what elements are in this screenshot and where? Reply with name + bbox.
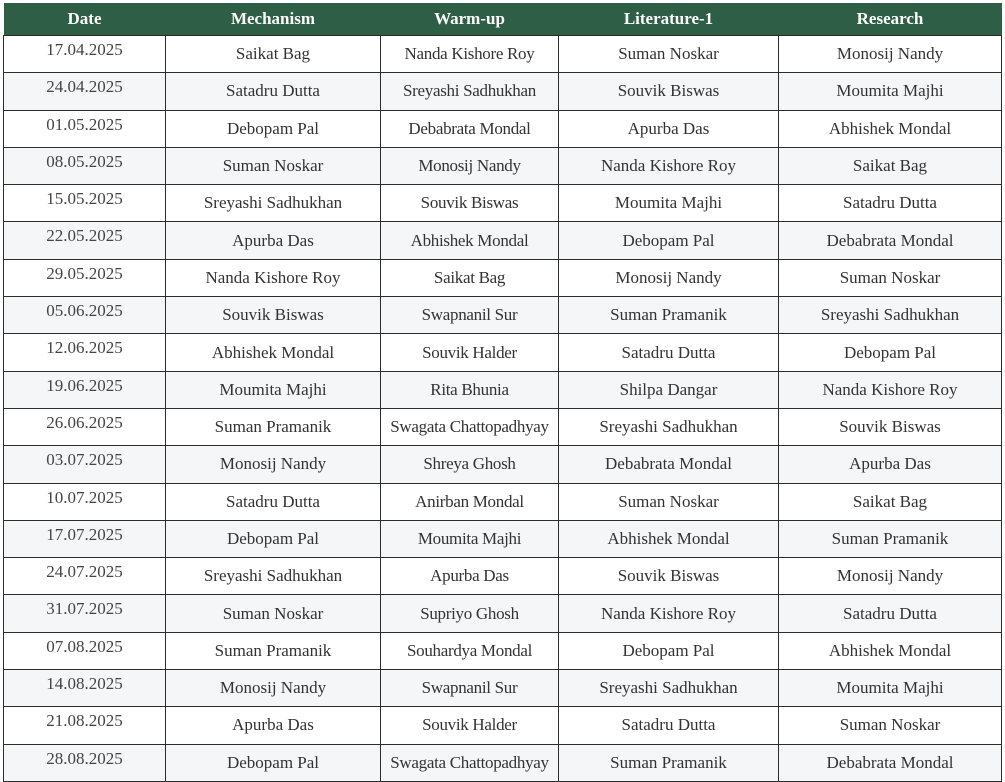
literature-1-cell: Suman Pramanik	[559, 744, 779, 781]
date-cell: 05.06.2025	[4, 297, 166, 334]
research-cell: Monosij Nandy	[779, 36, 1002, 73]
table-row	[4, 483, 1002, 520]
mechanism-cell: Monosij Nandy	[166, 446, 381, 483]
literature-1-cell: Nanda Kishore Roy	[559, 147, 779, 184]
mechanism-cell: Satadru Dutta	[166, 73, 381, 110]
table-row	[4, 632, 1002, 669]
literature-1-cell: Monosij Nandy	[559, 259, 779, 296]
mechanism-cell: Suman Pramanik	[166, 408, 381, 445]
mechanism-cell: Monosij Nandy	[166, 670, 381, 707]
table-row	[4, 371, 1002, 408]
research-cell: Debabrata Mondal	[779, 222, 1002, 259]
research-cell: Moumita Majhi	[779, 73, 1002, 110]
date-cell: 22.05.2025	[4, 222, 166, 259]
warm-up-cell: Souvik Halder	[381, 707, 559, 744]
literature-1-cell: Nanda Kishore Roy	[559, 595, 779, 632]
table-row	[4, 744, 1002, 781]
literature-1-cell: Satadru Dutta	[559, 707, 779, 744]
research-cell: Suman Noskar	[779, 707, 1002, 744]
warm-up-cell: Souhardya Mondal	[381, 632, 559, 669]
research-cell: Suman Pramanik	[779, 520, 1002, 557]
date-cell: 24.04.2025	[4, 73, 166, 110]
mechanism-cell: Nanda Kishore Roy	[166, 259, 381, 296]
literature-1-cell: Sreyashi Sadhukhan	[559, 670, 779, 707]
date-cell: 17.07.2025	[4, 520, 166, 557]
table-row	[4, 558, 1002, 595]
research-cell: Nanda Kishore Roy	[779, 371, 1002, 408]
date-cell: 24.07.2025	[4, 558, 166, 595]
table-row	[4, 707, 1002, 744]
research-cell: Debabrata Mondal	[779, 744, 1002, 781]
literature-1-cell: Sreyashi Sadhukhan	[559, 408, 779, 445]
literature-1-cell: Debopam Pal	[559, 632, 779, 669]
literature-1-cell: Satadru Dutta	[559, 334, 779, 371]
date-cell: 08.05.2025	[4, 147, 166, 184]
warm-up-cell: Sreyashi Sadhukhan	[381, 73, 559, 110]
warm-up-cell: Swapnanil Sur	[381, 297, 559, 334]
literature-1-cell: Suman Noskar	[559, 483, 779, 520]
warm-up-cell: Rita Bhunia	[381, 371, 559, 408]
date-cell: 03.07.2025	[4, 446, 166, 483]
date-cell: 29.05.2025	[4, 259, 166, 296]
research-cell: Saikat Bag	[779, 483, 1002, 520]
table-row	[4, 147, 1002, 184]
research-cell: Abhishek Mondal	[779, 632, 1002, 669]
date-cell: 12.06.2025	[4, 334, 166, 371]
mechanism-cell: Satadru Dutta	[166, 483, 381, 520]
mechanism-cell: Abhishek Mondal	[166, 334, 381, 371]
literature-1-cell: Debabrata Mondal	[559, 446, 779, 483]
header-warm-up: Warm-up	[381, 3, 559, 36]
header-date: Date	[4, 3, 166, 36]
date-cell: 31.07.2025	[4, 595, 166, 632]
header-research: Research	[779, 3, 1002, 36]
research-cell: Sreyashi Sadhukhan	[779, 297, 1002, 334]
schedule-table	[3, 3, 1002, 782]
table-row	[4, 36, 1002, 73]
literature-1-cell: Souvik Biswas	[559, 558, 779, 595]
schedule-table-container	[3, 3, 1001, 782]
table-row	[4, 446, 1002, 483]
warm-up-cell: Swagata Chattopadhyay	[381, 408, 559, 445]
research-cell: Satadru Dutta	[779, 595, 1002, 632]
research-cell: Suman Noskar	[779, 259, 1002, 296]
mechanism-cell: Debopam Pal	[166, 520, 381, 557]
table-row	[4, 297, 1002, 334]
research-cell: Apurba Das	[779, 446, 1002, 483]
header-mechanism: Mechanism	[166, 3, 381, 36]
literature-1-cell: Suman Noskar	[559, 36, 779, 73]
warm-up-cell: Nanda Kishore Roy	[381, 36, 559, 73]
table-body	[4, 36, 1002, 782]
date-cell: 15.05.2025	[4, 185, 166, 222]
table-row	[4, 334, 1002, 371]
literature-1-cell: Souvik Biswas	[559, 73, 779, 110]
literature-1-cell: Abhishek Mondal	[559, 520, 779, 557]
date-cell: 01.05.2025	[4, 110, 166, 147]
table-row	[4, 222, 1002, 259]
mechanism-cell: Apurba Das	[166, 222, 381, 259]
header-literature-1: Literature-1	[559, 3, 779, 36]
warm-up-cell: Moumita Majhi	[381, 520, 559, 557]
warm-up-cell: Swapnanil Sur	[381, 670, 559, 707]
table-row	[4, 408, 1002, 445]
warm-up-cell: Abhishek Mondal	[381, 222, 559, 259]
table-row	[4, 259, 1002, 296]
warm-up-cell: Saikat Bag	[381, 259, 559, 296]
research-cell: Saikat Bag	[779, 147, 1002, 184]
mechanism-cell: Sreyashi Sadhukhan	[166, 558, 381, 595]
mechanism-cell: Suman Pramanik	[166, 632, 381, 669]
date-cell: 07.08.2025	[4, 632, 166, 669]
mechanism-cell: Debopam Pal	[166, 744, 381, 781]
literature-1-cell: Shilpa Dangar	[559, 371, 779, 408]
mechanism-cell: Sreyashi Sadhukhan	[166, 185, 381, 222]
date-cell: 28.08.2025	[4, 744, 166, 781]
research-cell: Monosij Nandy	[779, 558, 1002, 595]
warm-up-cell: Supriyo Ghosh	[381, 595, 559, 632]
mechanism-cell: Debopam Pal	[166, 110, 381, 147]
date-cell: 19.06.2025	[4, 371, 166, 408]
mechanism-cell: Saikat Bag	[166, 36, 381, 73]
mechanism-cell: Apurba Das	[166, 707, 381, 744]
warm-up-cell: Shreya Ghosh	[381, 446, 559, 483]
warm-up-cell: Souvik Halder	[381, 334, 559, 371]
mechanism-cell: Suman Noskar	[166, 595, 381, 632]
table-row	[4, 670, 1002, 707]
warm-up-cell: Anirban Mondal	[381, 483, 559, 520]
research-cell: Abhishek Mondal	[779, 110, 1002, 147]
date-cell: 21.08.2025	[4, 707, 166, 744]
warm-up-cell: Swagata Chattopadhyay	[381, 744, 559, 781]
warm-up-cell: Souvik Biswas	[381, 185, 559, 222]
table-row	[4, 595, 1002, 632]
mechanism-cell: Souvik Biswas	[166, 297, 381, 334]
table-row	[4, 110, 1002, 147]
literature-1-cell: Apurba Das	[559, 110, 779, 147]
date-cell: 26.06.2025	[4, 408, 166, 445]
literature-1-cell: Suman Pramanik	[559, 297, 779, 334]
warm-up-cell: Debabrata Mondal	[381, 110, 559, 147]
mechanism-cell: Moumita Majhi	[166, 371, 381, 408]
table-row	[4, 520, 1002, 557]
research-cell: Souvik Biswas	[779, 408, 1002, 445]
warm-up-cell: Apurba Das	[381, 558, 559, 595]
warm-up-cell: Monosij Nandy	[381, 147, 559, 184]
table-header-row	[4, 3, 1002, 36]
research-cell: Satadru Dutta	[779, 185, 1002, 222]
literature-1-cell: Moumita Majhi	[559, 185, 779, 222]
literature-1-cell: Debopam Pal	[559, 222, 779, 259]
table-row	[4, 73, 1002, 110]
research-cell: Moumita Majhi	[779, 670, 1002, 707]
table-row	[4, 185, 1002, 222]
date-cell: 14.08.2025	[4, 670, 166, 707]
date-cell: 17.04.2025	[4, 36, 166, 73]
date-cell: 10.07.2025	[4, 483, 166, 520]
mechanism-cell: Suman Noskar	[166, 147, 381, 184]
research-cell: Debopam Pal	[779, 334, 1002, 371]
